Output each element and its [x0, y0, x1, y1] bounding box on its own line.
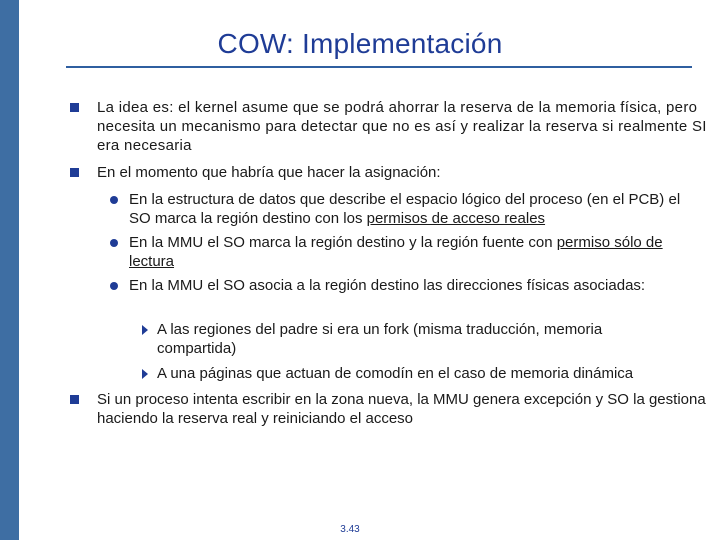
sub-sub-bullet-2-text: A una páginas que actuan de comodín en el caso de memoria dinámica [157, 365, 634, 382]
square-bullet-icon [70, 103, 79, 112]
sub-bullet-1-underlined: permisos de acceso reales [366, 210, 546, 227]
left-accent-bar [0, 0, 19, 540]
triangle-bullet-icon [142, 325, 148, 335]
page-number: 3.43 [340, 524, 360, 535]
bullet-2-text: En el momento que habría que hacer la asignación: [97, 164, 441, 181]
sub-bullet-1-text [129, 190, 694, 228]
sub-bullet-3-text: En la MMU el SO asocia a la región destino las direcciones físicas asociadas: [129, 277, 646, 294]
square-bullet-icon [70, 168, 79, 177]
sub-bullet-2-underlined: permiso sólo de lectura [129, 234, 663, 270]
sub-bullet-2-lead: En la MMU el SO marca la región destino y la región fuente con [129, 234, 557, 251]
bullet-1-text: La idea es: el kernel asume que se podrá ahorrar la reserva de la memoria física, pero necesita un mecanismo para detectar que no es así y realizar la reserva si realmente SI era necesaria [97, 99, 707, 154]
round-bullet-icon [110, 196, 118, 204]
bullet-3-text: Si un proceso intenta escribir en la zona nueva, la MMU genera excepción y SO la gestiona haciendo la reserva real y reiniciando el acceso [97, 391, 706, 427]
title-divider [66, 66, 692, 68]
square-bullet-icon [70, 395, 79, 404]
round-bullet-icon [110, 239, 118, 247]
triangle-bullet-icon [142, 369, 148, 379]
slide-title: COW: Implementación [217, 28, 503, 59]
sub-bullet-2-text [129, 233, 689, 271]
sub-sub-bullet-1-text: A las regiones del padre si era un fork (misma traducción, memoria compartida) [157, 321, 603, 357]
round-bullet-icon [110, 282, 118, 290]
sub-bullet-1-lead: En la estructura de datos que describe el espacio lógico del proceso (en el PCB) el SO marca la región destino con los [129, 191, 681, 227]
